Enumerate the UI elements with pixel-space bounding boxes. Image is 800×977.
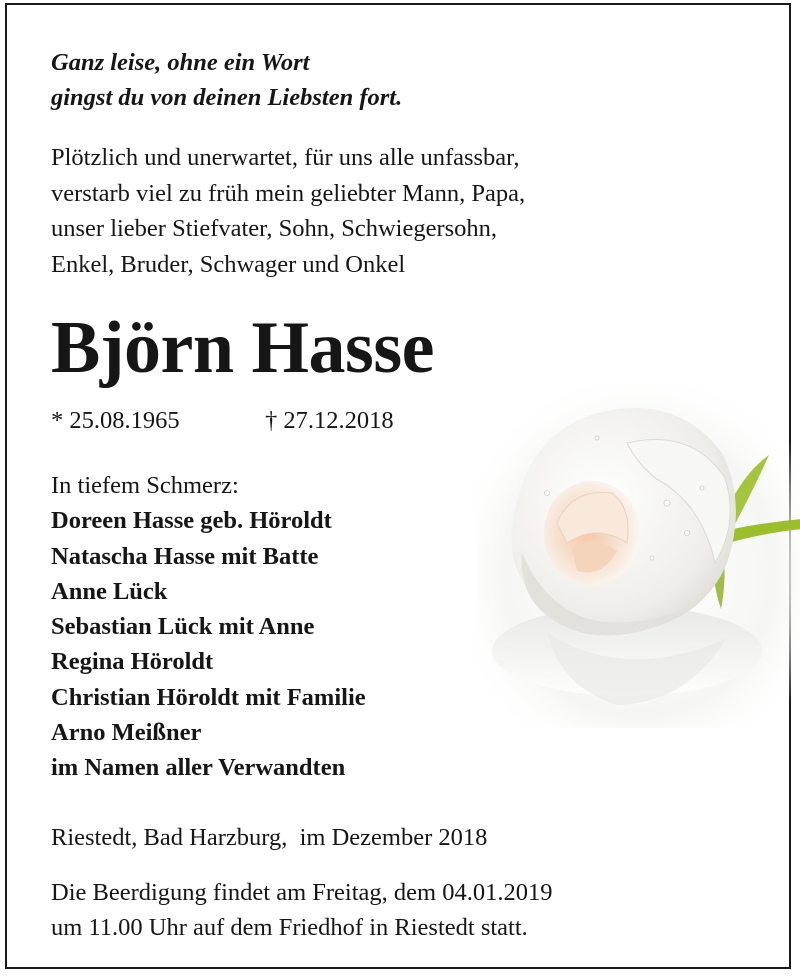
mourners-list xyxy=(51,468,366,786)
deceased-name: Björn Hasse xyxy=(51,307,434,389)
mourner-name: Arno Meißner xyxy=(51,719,202,747)
life-dates xyxy=(51,403,394,439)
mourner-name: Sebastian Lück mit Anne xyxy=(51,613,315,641)
birth-date: * 25.08.1965 xyxy=(51,407,180,434)
mourners-heading: In tiefem Schmerz: xyxy=(51,472,239,499)
funeral-line: Die Beerdigung findet am Freitag, dem 04.01.2019 xyxy=(51,879,553,906)
intro-line: unser lieber Stiefvater, Sohn, Schwiegersohn, xyxy=(51,215,498,242)
poem-line: gingst du von deinen Liebsten fort. xyxy=(51,84,403,111)
funeral-line: um 11.00 Uhr auf dem Friedhof in Riestedt statt. xyxy=(51,914,528,941)
funeral-notice xyxy=(51,875,552,945)
place-date: Riestedt, Bad Harzburg, im Dezember 2018 xyxy=(51,824,488,851)
intro-line: Plötzlich und unerwartet, für uns alle unfassbar, xyxy=(51,144,520,171)
obituary-card xyxy=(5,3,791,969)
mourner-name: Natascha Hasse mit Batte xyxy=(51,542,319,570)
mourner-name: Regina Höroldt xyxy=(51,648,214,676)
mourner-name: Christian Höroldt mit Familie xyxy=(51,683,366,711)
mourner-name: im Namen aller Verwandten xyxy=(51,754,346,782)
intro-line: verstarb viel zu früh mein geliebter Mann, Papa, xyxy=(51,179,526,207)
intro-line: Enkel, Bruder, Schwager und Onkel xyxy=(51,250,406,278)
poem-line: Ganz leise, ohne ein Wort xyxy=(51,49,310,76)
mourner-name: Doreen Hasse geb. Höroldt xyxy=(51,507,332,535)
intro-text xyxy=(51,140,525,282)
death-date: † 27.12.2018 xyxy=(265,407,394,434)
mourner-name: Anne Lück xyxy=(51,577,168,605)
poem-verse xyxy=(51,45,402,115)
white-rose-icon xyxy=(477,383,800,728)
